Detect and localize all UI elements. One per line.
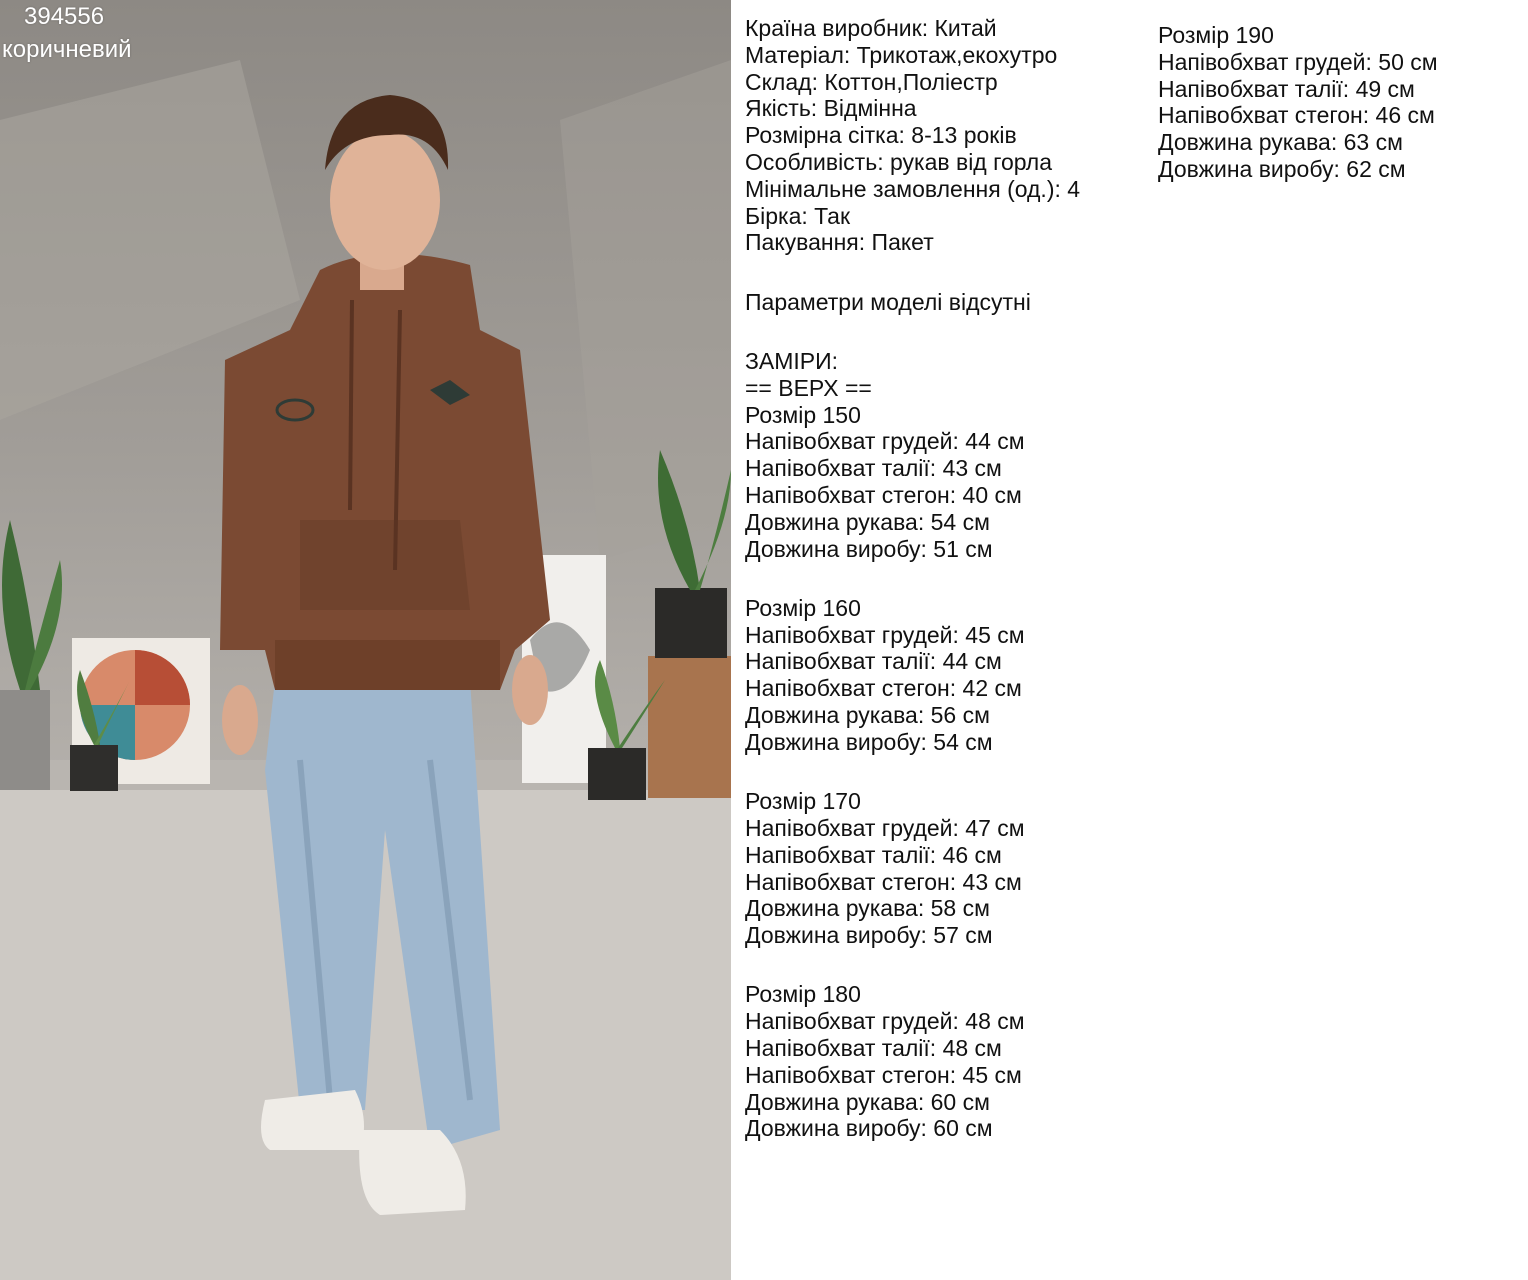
size-row: Напівобхват стегон: 43 см bbox=[745, 868, 1022, 895]
size-row: Довжина виробу: 54 см bbox=[745, 728, 993, 755]
size-row: Довжина рукава: 63 см bbox=[1158, 129, 1403, 156]
size-row: Напівобхват грудей: 47 см bbox=[745, 814, 1025, 841]
size-row: Напівобхват талії: 46 см bbox=[745, 841, 1002, 868]
model-params: Параметри моделі відсутні bbox=[745, 288, 1031, 315]
size-title: Розмір 180 bbox=[745, 981, 861, 1008]
size-block bbox=[745, 788, 1080, 949]
spec-packaging: Пакування: Пакет bbox=[745, 229, 934, 256]
size-row: Напівобхват грудей: 45 см bbox=[745, 621, 1025, 648]
size-title: Розмір 160 bbox=[745, 594, 861, 621]
size-row: Напівобхват талії: 44 см bbox=[745, 648, 1002, 675]
size-title: Розмір 190 bbox=[1158, 22, 1274, 48]
size-row: Довжина виробу: 51 см bbox=[745, 535, 993, 562]
size-block bbox=[1158, 22, 1438, 183]
size-title: Розмір 150 bbox=[745, 401, 861, 428]
size-row: Напівобхват стегон: 46 см bbox=[1158, 102, 1435, 129]
hoodie bbox=[220, 254, 550, 690]
spec-size-range: Розмірна сітка: 8-13 років bbox=[745, 122, 1017, 149]
spec-feature: Особливість: рукав від горла bbox=[745, 148, 1053, 175]
spec-quality: Якість: Відмінна bbox=[745, 95, 917, 122]
size-row: Напівобхват грудей: 44 см bbox=[745, 428, 1025, 455]
sku-label: 394556 bbox=[24, 3, 105, 30]
spec-material: Матеріал: Трикотаж,екохутро bbox=[745, 41, 1058, 68]
size-title: Розмір 170 bbox=[745, 788, 861, 815]
spec-column-right bbox=[1158, 22, 1438, 183]
size-row: Напівобхват стегон: 45 см bbox=[745, 1061, 1022, 1088]
size-row: Довжина рукава: 60 см bbox=[745, 1088, 990, 1115]
color-label: коричневий bbox=[2, 36, 132, 63]
size-row: Напівобхват стегон: 40 см bbox=[745, 481, 1022, 508]
size-row: Напівобхват стегон: 42 см bbox=[745, 675, 1022, 702]
size-row: Напівобхват талії: 43 см bbox=[745, 455, 1002, 482]
spec-min-order: Мінімальне замовлення (од.): 4 bbox=[745, 175, 1081, 202]
spec-column-left bbox=[745, 15, 1080, 1142]
measurements-heading: ЗАМІРИ: bbox=[745, 347, 839, 374]
size-row: Довжина рукава: 58 см bbox=[745, 895, 990, 922]
product-photo bbox=[0, 0, 731, 1280]
size-row: Довжина рукава: 54 см bbox=[745, 508, 990, 535]
size-block bbox=[745, 595, 1080, 756]
size-row: Довжина виробу: 60 см bbox=[745, 1115, 993, 1142]
size-row: Довжина виробу: 57 см bbox=[745, 922, 993, 949]
spec-tag: Бірка: Так bbox=[745, 202, 851, 229]
spec-composition: Склад: Коттон,Поліестр bbox=[745, 68, 998, 95]
photo-illustration bbox=[0, 0, 731, 1280]
size-block bbox=[745, 981, 1080, 1142]
size-row: Довжина рукава: 56 см bbox=[745, 702, 990, 729]
size-row: Напівобхват грудей: 48 см bbox=[745, 1008, 1025, 1035]
size-block bbox=[745, 402, 1080, 563]
size-row: Довжина виробу: 62 см bbox=[1158, 155, 1406, 182]
section-top: == ВЕРХ == bbox=[745, 374, 872, 401]
size-row: Напівобхват грудей: 50 см bbox=[1158, 48, 1438, 75]
spec-country: Країна виробник: Китай bbox=[745, 15, 997, 41]
size-row: Напівобхват талії: 49 см bbox=[1158, 75, 1415, 102]
plant-left bbox=[0, 520, 62, 790]
size-row: Напівобхват талії: 48 см bbox=[745, 1035, 1002, 1061]
